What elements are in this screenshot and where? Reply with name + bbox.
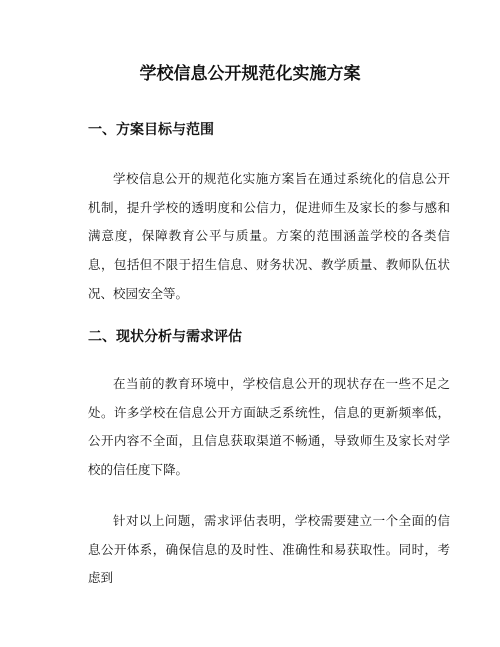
section-heading-goals: 一、方案目标与范围 [88,122,214,138]
paragraph-goals: 学校信息公开的规范化实施方案旨在通过系统化的信息公开机制，提升学校的透明度和公信力，促进师生及家长的参与感和满意度，保障教育公平与质量。方案的范围涵盖学校的各类信息，包括但不限于招生信息、财务状况、教学质量、教师队伍状况、校园安全等。 [88,171,450,301]
paragraph-analysis-needs: 针对以上问题，需求评估表明，学校需要建立一个全面的信息公开体系，确保信息的及时性、准确性和易获取性。同时，考虑到 [88,513,450,586]
paragraph-analysis-status: 在当前的教育环境中，学校信息公开的现状存在一些不足之处。许多学校在信息公开方面缺乏系统性，信息的更新频率低，公开内容不全面，且信息获取渠道不畅通，导致师生及家长对学校的信任度下降。 [88,376,450,478]
document-title: 学校信息公开规范化实施方案 [139,64,361,84]
section-heading-analysis: 二、现状分析与需求评估 [88,329,242,345]
